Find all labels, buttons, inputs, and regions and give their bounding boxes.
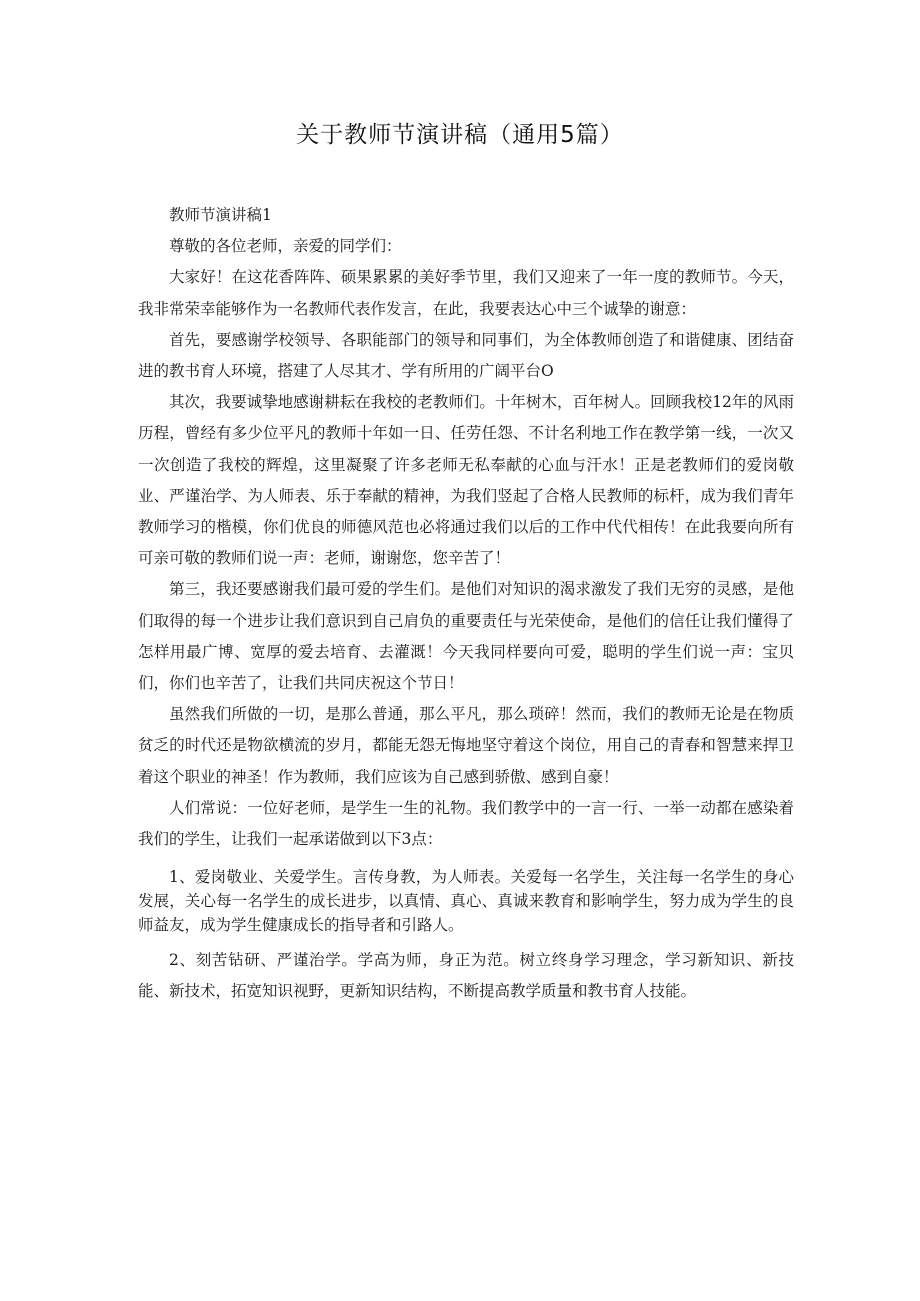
paragraph: 大家好！在这花香阵阵、硕果累累的美好季节里，我们又迎来了一年一度的教师节。今天，我非常荣幸能够作为一名教师代表作发言，在此，我要表达心中三个诚挚的谢意： — [138, 268, 794, 318]
paragraph: 其次，我要诚挚地感谢耕耘在我校的老教师们。十年树木，百年树人。回顾我校12年的风雨历程，曾经有多少位平凡的教师十年如一日、任劳任怨、不计名利地工作在教学第一线，一次又一次创造了我校的辉煌，这里凝聚了许多老师无私奉献的心血与汗水！正是老教师们的爱岗敬业、严谨治学、为人师表、乐于奉献的精神，为我们竖起了合格人民教师的标杆，成为我们青年教师学习的楷模，你们优良的师德风范也必将通过我们以后的工作中代代相传！在此我要向所有可亲可敬的教师们说一声：老师，谢谢您，您辛苦了！ — [138, 393, 794, 568]
salutation: 尊敬的各位老师，亲爱的同学们： — [169, 237, 402, 256]
paragraph: 首先，要感谢学校领导、各职能部门的领导和同事们，为全体教师创造了和谐健康、团结奋进的教书育人环境，搭建了人尽其才、学有所用的广阔平台O — [138, 330, 794, 381]
list-item: 1、爱岗敬业、关爱学生。言传身教，为人师表。关爱每一名学生，关注每一名学生的身心发展，关心每一名学生的成长进步，以真情、真心、真诚来教育和影响学生，努力成为学生的良师益友，成为学生健康成长的指导者和引路人。 — [138, 868, 794, 935]
paragraph: 第三，我还要感谢我们最可爱的学生们。是他们对知识的渴求激发了我们无穷的灵感，是他们取得的每一个进步让我们意识到自己肩负的重要责任与光荣使命，是他们的信任让我们懂得了怎样用最广博、宽厚的爱去培育、去灌溉！今天我同样要向可爱，聪明的学生们说一声：宝贝们，你们也辛苦了，让我们共同庆祝这个节日！ — [138, 580, 794, 693]
paragraph: 虽然我们所做的一切，是那么普通，那么平凡，那么琐碎！然而，我们的教师无论是在物质贫乏的时代还是物欲横流的岁月，都能无怨无悔地坚守着这个岗位，用自己的青春和智慧来捍卫着这个职业的神圣！作为教师，我们应该为自己感到骄傲、感到自豪！ — [138, 705, 794, 786]
document-title: 关于教师节演讲稿（通用5篇） — [296, 122, 624, 148]
paragraph: 人们常说：一位好老师，是学生一生的礼物。我们教学中的一言一行、一举一动都在感染着我们的学生，让我们一起承诺做到以下3点： — [138, 798, 794, 849]
list-item: 2、刻苦钻研、严谨治学。学高为师，身正为范。树立终身学习理念，学习新知识、新技能、新技术，拓宽知识视野，更新知识结构，不断提高教学质量和教书育人技能。 — [138, 951, 794, 1001]
section-heading: 教师节演讲稿1 — [169, 206, 272, 224]
document-body — [138, 200, 794, 1008]
